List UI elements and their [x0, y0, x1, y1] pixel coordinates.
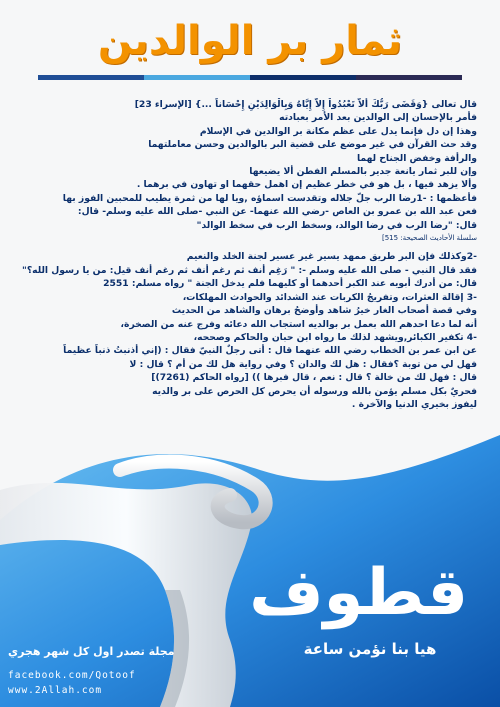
article-line: -4 تكفير الكبائر,ويشهد لذلك ما رواه ابن حبان والحاكم وصححه، — [193, 331, 477, 343]
article-line: -2وكذلك فإن البر طريق ممهد يسير غير عسير لجنة الخلد والنعيم — [186, 251, 477, 263]
article-line: وقد حث القرآن في غير موضع على قضية البر بالوالدين وحسن معاملتهما — [148, 139, 477, 151]
article-line: قال: "رضا الرب في رضا الوالد، وسخط الرب في سخط الوالد" — [196, 219, 477, 231]
article-body — [22, 98, 477, 411]
article-line: وفي قصة أصحاب الغار خيرُ شاهد وأوضحُ برهان والشاهد من الحديث — [171, 305, 477, 317]
article-line: ليفوز بخيري الدنيا والآخرة . — [351, 398, 477, 410]
article-line: -3 إقالة العثرات، وتفريجُ الكربات عند الشدائد والحوادث المهلكات، — [182, 291, 477, 303]
contact-links — [8, 668, 198, 698]
article-line: فأمر بالإحسان إلى الوالدين بعد الأمر بعبادته — [279, 112, 477, 124]
brand-tagline: هيا بنا نؤمن ساعة — [303, 640, 437, 658]
article-line: فهل لي من توبة ؟فقال : هل لك والدان ؟ وفي رواية هل لك من أم ؟ قال : لا — [129, 358, 477, 370]
monthly-note: مجلة تصدر اول كل شهر هجري — [8, 645, 175, 658]
divider-bar — [144, 75, 250, 80]
article-line: والرأفة وخفض الجناح لهما — [356, 152, 477, 164]
article-line: قال تعالى {وَقَضَى رَبُّكَ أَلاَّ تَعْبُدُواْ إِلاَّ إِيَّاهُ وَبِالْوَالِدَيْنِ إِحْسَاناً ...} [الإسراء 23] — [134, 99, 477, 110]
facebook-link[interactable]: facebook.com/Qotoof — [8, 670, 136, 681]
article-line: قال: من أدرك أبويه عند الكبر أحدهما أو كليهما فلم يدخل الجنة " رواه مسلم: 2551 — [103, 278, 477, 290]
article-line: وإن للبر ثمار يانعة جدير بالمسلم الفطن ألا يضيعها — [249, 166, 477, 178]
website-link[interactable]: www.2Allah.com — [8, 685, 103, 696]
divider-bar — [250, 75, 356, 80]
article-line: فعن عبد الله بن عمرو بن العاص -رضي الله عنهما- عن النبي -صلى الله عليه وسلم- قال: — [77, 206, 477, 218]
article-line: سلسلة الأحاديث الصحيحة: 515] — [381, 234, 477, 243]
article-line: أنه لما دعا احدهم الله بعمل بر بوالديه استجاب الله دعائه وفرج عنه من الصخرة، — [120, 318, 477, 330]
brand-logo: قطوف — [249, 556, 468, 630]
article-line: فأعظمها : -1رضا الرب جلّ جلاله وتقدست اسماؤه ,ويا لها من ثمرة يطيب للمحبين الفوز بها — [62, 192, 477, 204]
article-line: وهذا إن دل فإنما يدل على عظم مكانة بر الوالدين في الإسلام — [199, 125, 477, 137]
article-line: وألا يزهد فيها ، بل هو في خطر عظيم إن اهمل حقهما او تهاون في برهما . — [136, 179, 477, 191]
divider-bar — [38, 75, 144, 80]
divider-bar — [356, 75, 462, 80]
article-line: فحريٌ بكل مسلم يؤمن بالله ورسوله أن يحرص كل الحرص على بر والديه — [152, 385, 477, 397]
title-divider-bars — [38, 75, 462, 80]
article-line: فقد قال النبي - صلى الله عليه وسلم -: " رَغِم أنف ثم رغم أنف ثم رغم أنف قيل: من يا رسول الله؟" — [22, 264, 477, 276]
page-title: ثمار بر الوالدين — [97, 18, 403, 64]
article-line: قال : فهل لك من خالة ؟ قال : نعم ، قال فبرها )) [رواه الحاكم (7261)] — [151, 372, 477, 384]
article-line: عن ابن عمر بن الخطاب رضي الله عنهما قال : أتى رجلٌ النبيّ فقال : (إني أذنبتُ ذنباً عظيماً — [63, 345, 477, 357]
